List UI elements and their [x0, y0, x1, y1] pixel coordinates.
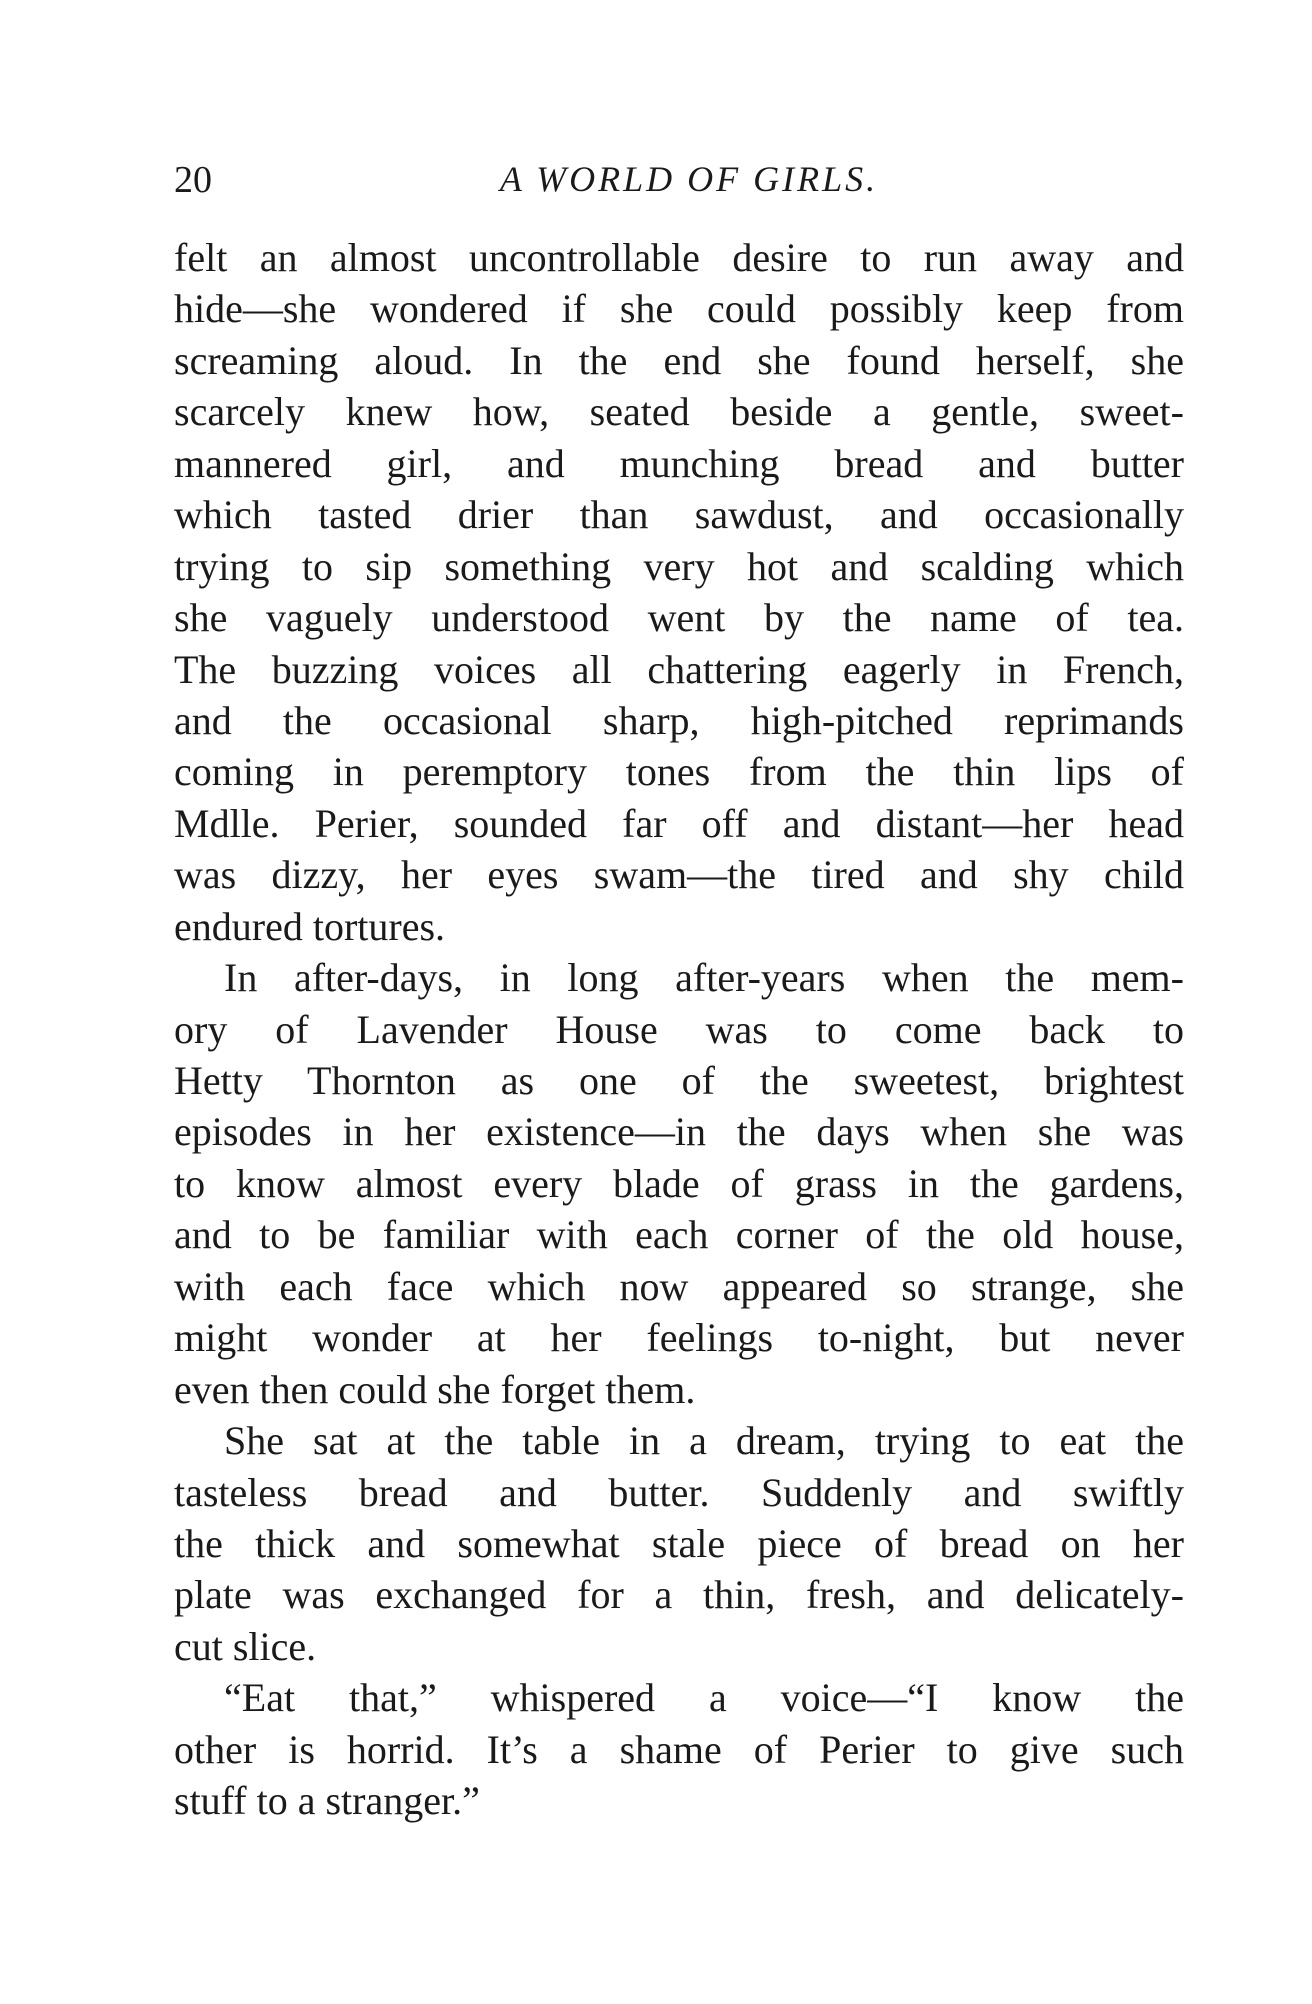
- text-line: tasteless bread and butter. Suddenly and swiftly: [174, 1469, 1184, 1515]
- text-line: episodes in her existence—in the days when she was: [174, 1109, 1184, 1155]
- text-line: might wonder at her feelings to-night, but never: [174, 1315, 1184, 1361]
- text-line: endured tortures.: [174, 903, 446, 949]
- body-text: [174, 232, 1184, 1827]
- text-line: coming in peremptory tones from the thin lips of: [174, 749, 1184, 795]
- text-line: even then could she forget them.: [174, 1366, 696, 1412]
- text-line: she vaguely understood went by the name of tea.: [174, 595, 1184, 641]
- running-head: [174, 158, 1184, 208]
- text-line: other is horrid. It’s a shame of Perier to give such: [174, 1726, 1184, 1772]
- text-line: ory of Lavender House was to come back to: [174, 1006, 1184, 1052]
- text-line: with each face which now appeared so strange, she: [174, 1263, 1184, 1309]
- text-line: the thick and somewhat stale piece of bread on her: [174, 1520, 1184, 1566]
- text-line: cut slice.: [174, 1623, 317, 1669]
- text-line: trying to sip something very hot and scalding which: [174, 543, 1184, 589]
- text-line: felt an almost uncontrollable desire to run away and: [174, 235, 1184, 280]
- text-line: plate was exchanged for a thin, fresh, and delicately-: [174, 1572, 1184, 1618]
- running-title: A WORLD OF GIRLS.: [499, 159, 879, 199]
- text-line: to know almost every blade of grass in the gardens,: [174, 1160, 1184, 1206]
- text-line: screaming aloud. In the end she found herself, she: [174, 337, 1184, 383]
- text-line: and the occasional sharp, high-pitched reprimands: [174, 697, 1184, 743]
- text-line: hide—she wondered if she could possibly keep from: [174, 286, 1184, 332]
- text-line: In after-days, in long after-years when the mem-: [224, 955, 1184, 1001]
- text-line: which tasted drier than sawdust, and occasionally: [174, 492, 1184, 538]
- text-line: The buzzing voices all chattering eagerly in French,: [174, 646, 1184, 692]
- text-line: and to be familiar with each corner of the old house,: [174, 1212, 1184, 1258]
- text-line: She sat at the table in a dream, trying to eat the: [224, 1418, 1184, 1464]
- text-line: Mdlle. Perier, sounded far off and distant—her head: [174, 800, 1184, 846]
- text-line: mannered girl, and munching bread and butter: [174, 440, 1184, 486]
- page-number: 20: [174, 159, 212, 201]
- text-line: Hetty Thornton as one of the sweetest, brightest: [174, 1058, 1184, 1103]
- text-line: stuff to a stranger.”: [174, 1778, 480, 1824]
- text-line: “Eat that,” whispered a voice—“I know the: [224, 1675, 1184, 1721]
- text-line: was dizzy, her eyes swam—the tired and shy child: [174, 852, 1184, 898]
- text-line: scarcely knew how, seated beside a gentle, sweet-: [174, 389, 1184, 435]
